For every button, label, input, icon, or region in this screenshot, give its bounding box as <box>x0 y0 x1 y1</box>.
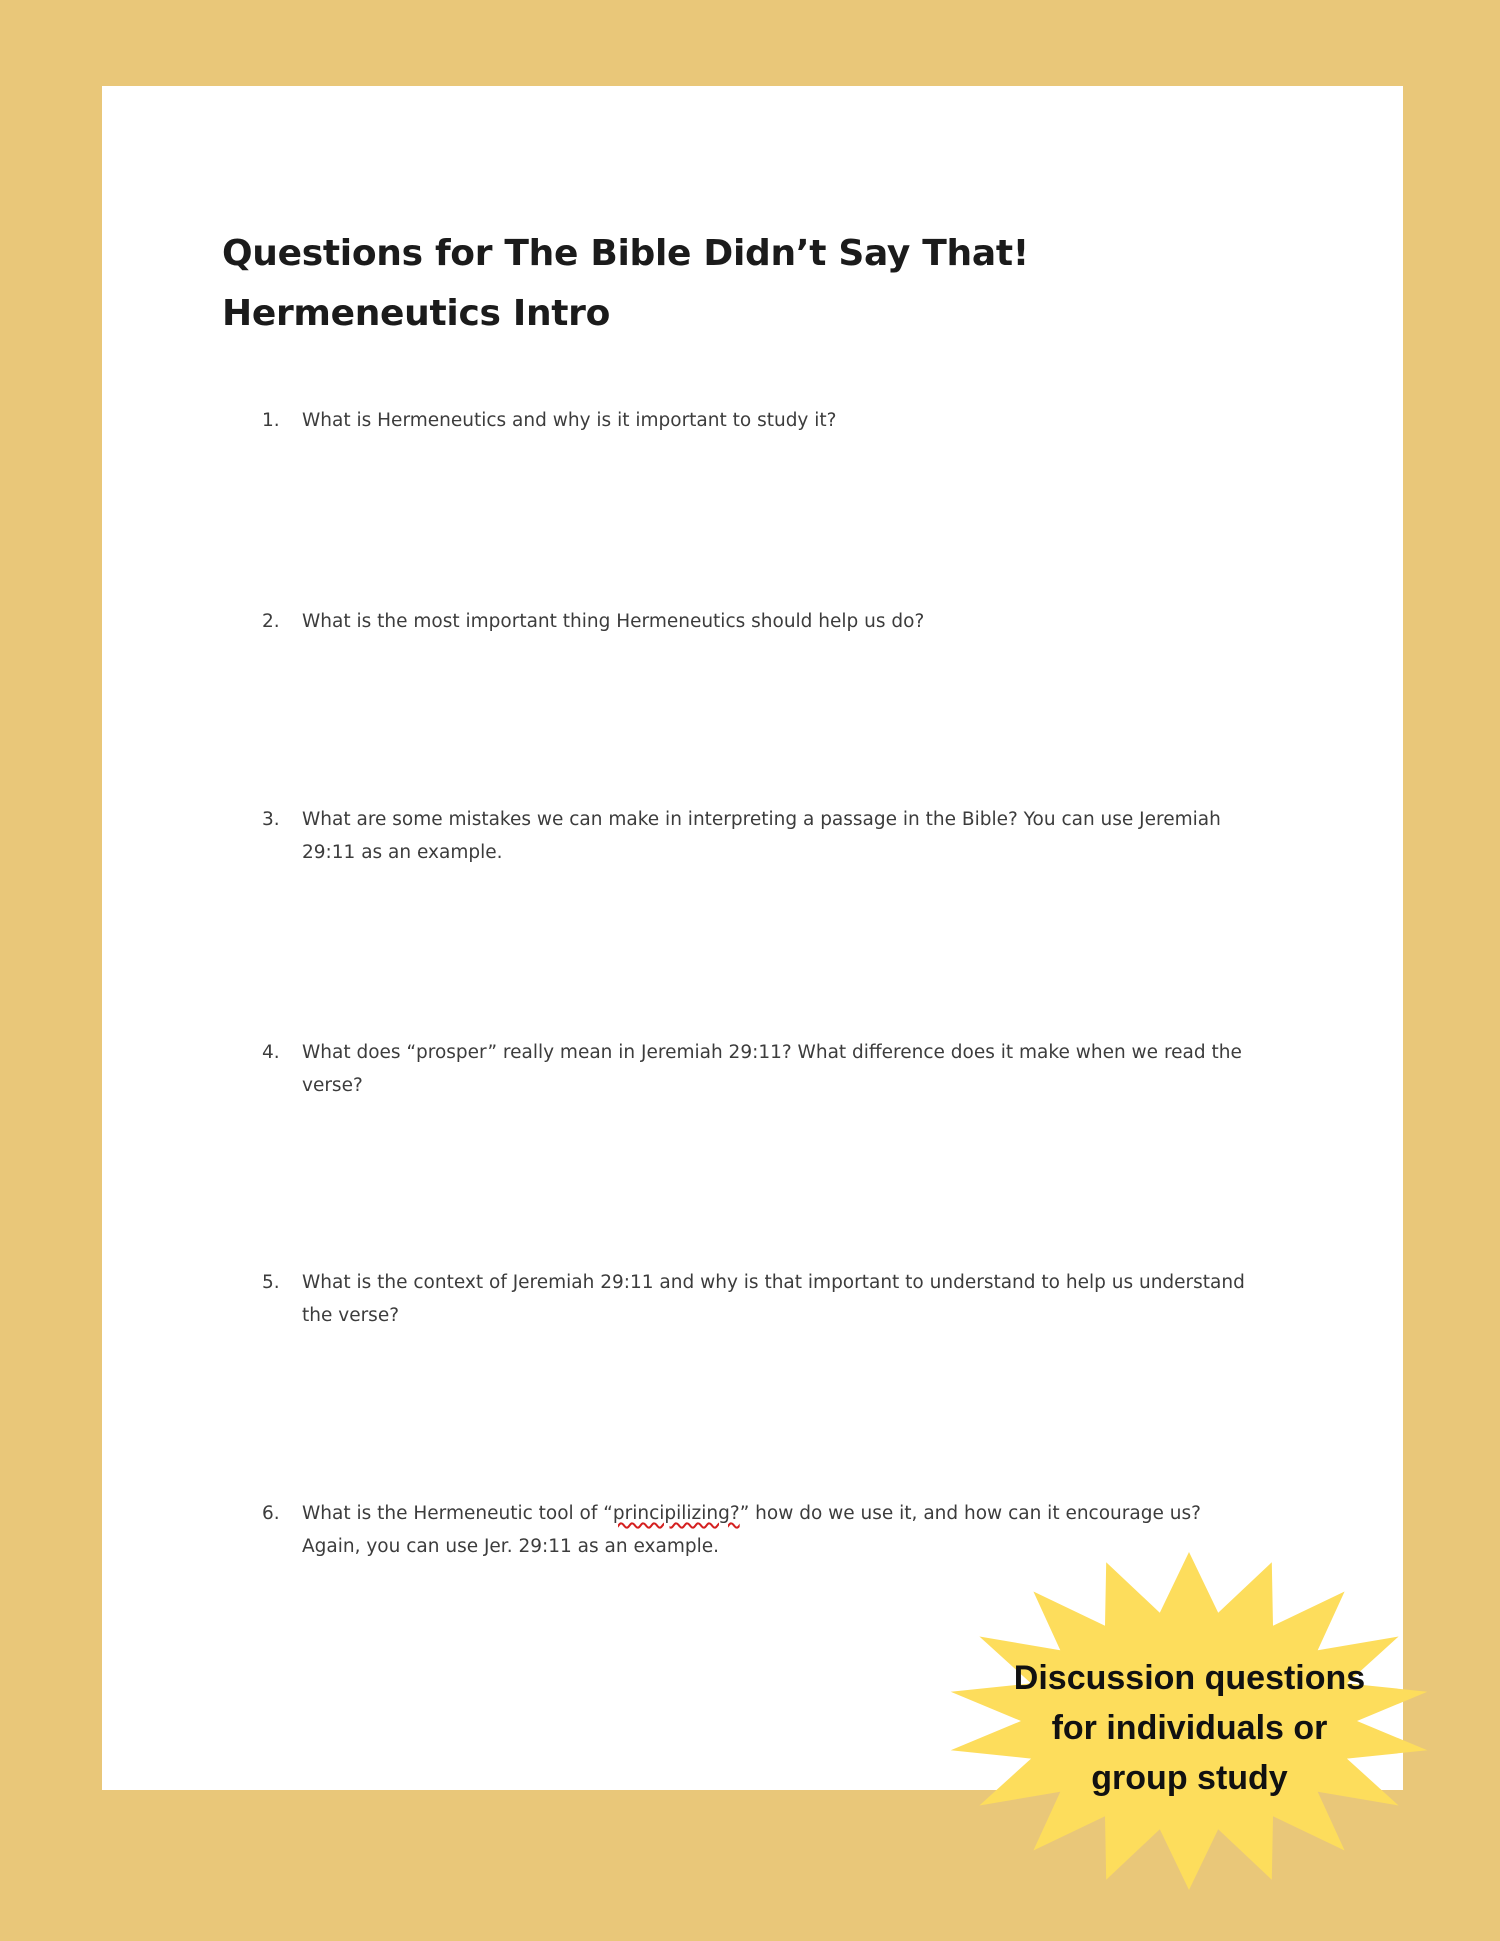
question-number: 1. <box>262 410 280 431</box>
question-item <box>262 404 1262 437</box>
question-item <box>262 803 1262 869</box>
question-item <box>262 1036 1262 1102</box>
question-text: What is the most important thing Hermeneutics should help us do? <box>302 611 925 632</box>
misspelled-word: principilizing? <box>612 1503 740 1524</box>
question-text-end: ” how do we use it, and how can it encourage us? Again, you can use Jer. 29:11 as an example. <box>302 1503 1201 1557</box>
question-text: What is Hermeneutics and why is it important to study it? <box>302 410 837 431</box>
question-text: What does “prosper” really mean in Jeremiah 29:11? What difference does it make when we read the verse? <box>302 1042 1242 1096</box>
badge-line: Discussion questions <box>1013 1659 1366 1697</box>
question-item <box>262 1266 1262 1332</box>
question-text-start: What is the Hermeneutic tool of “ <box>302 1503 613 1524</box>
question-number: 3. <box>262 809 280 830</box>
question-item <box>262 605 1262 638</box>
discussion-badge <box>942 1550 1437 1892</box>
question-text: What are some mistakes we can make in interpreting a passage in the Bible? You can use Jeremiah 29:11 as an example. <box>302 809 1221 863</box>
badge-text <box>942 1653 1437 1803</box>
document-title: Questions for The Bible Didn’t Say That! Hermeneutics Intro <box>222 233 1029 334</box>
question-number: 6. <box>262 1503 280 1524</box>
question-number: 2. <box>262 611 280 632</box>
question-text: What is the context of Jeremiah 29:11 and why is that important to understand to help us understand the verse? <box>302 1272 1245 1326</box>
question-number: 5. <box>262 1272 280 1293</box>
badge-line: group study <box>1091 1759 1288 1797</box>
question-number: 4. <box>262 1042 280 1063</box>
badge-line: for individuals or <box>1051 1709 1328 1747</box>
